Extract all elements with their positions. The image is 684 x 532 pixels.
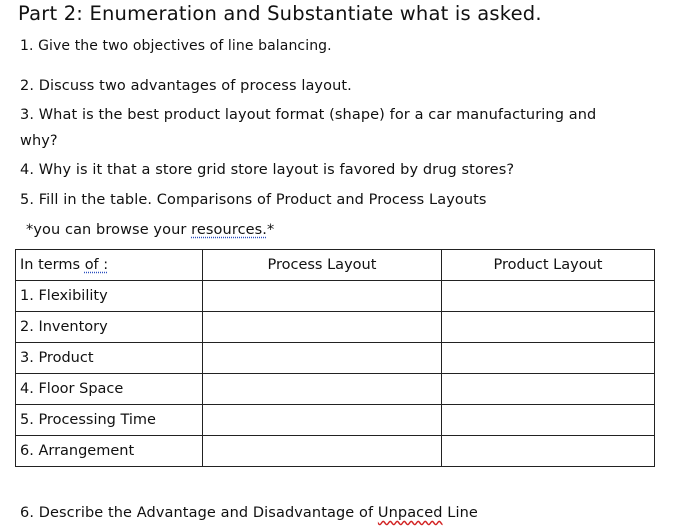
table-row [16,281,655,312]
cell-process-arrangement[interactable] [202,436,441,467]
header-product-layout: Product Layout [441,250,654,281]
table-row [16,343,655,374]
row-label-inventory: 2. Inventory [16,312,203,343]
question-6 [20,505,478,521]
cell-product-processing-time[interactable] [441,405,654,436]
table-header-row [16,250,655,281]
question-3-line-1: 3. What is the best product layout format (shape) for a car manufacturing and [20,107,597,123]
cell-process-inventory[interactable] [202,312,441,343]
cell-process-floor-space[interactable] [202,374,441,405]
question-6-suffix: Line [442,505,478,521]
row-label-product: 3. Product [16,343,203,374]
row-label-arrangement: 6. Arrangement [16,436,203,467]
cell-product-floor-space[interactable] [441,374,654,405]
table-row [16,436,655,467]
table-row [16,405,655,436]
cell-product-flexibility[interactable] [441,281,654,312]
header-process-layout: Process Layout [202,250,441,281]
question-4: 4. Why is it that a store grid store layout is favored by drug stores? [20,162,515,178]
question-5: 5. Fill in the table. Comparisons of Product and Process Layouts [20,192,487,208]
cell-product-arrangement[interactable] [441,436,654,467]
comparison-table [15,249,655,467]
browse-note [26,222,274,238]
cell-product-product[interactable] [441,343,654,374]
browse-note-suffix: * [267,222,275,238]
cell-process-processing-time[interactable] [202,405,441,436]
table-row [16,312,655,343]
question-1: 1. Give the two objectives of line balancing. [20,38,332,54]
header-in-terms-of [16,250,203,281]
question-3-line-2: why? [20,133,58,149]
header-of-marked: of : [84,257,109,273]
question-2: 2. Discuss two advantages of process layout. [20,78,352,94]
resources-link-text: resources. [191,222,268,238]
row-label-floor-space: 4. Floor Space [16,374,203,405]
cell-product-inventory[interactable] [441,312,654,343]
header-in-terms-prefix: In terms [20,257,85,273]
cell-process-product[interactable] [202,343,441,374]
page-title: Part 2: Enumeration and Substantiate what is asked. [18,2,542,25]
row-label-processing-time: 5. Processing Time [16,405,203,436]
table-row [16,374,655,405]
row-label-flexibility: 1. Flexibility [16,281,203,312]
unpaced-spellcheck-word: Unpaced [377,505,443,521]
cell-process-flexibility[interactable] [202,281,441,312]
question-6-prefix: 6. Describe the Advantage and Disadvantage of [20,505,378,521]
browse-note-prefix: *you can browse your [26,222,192,238]
